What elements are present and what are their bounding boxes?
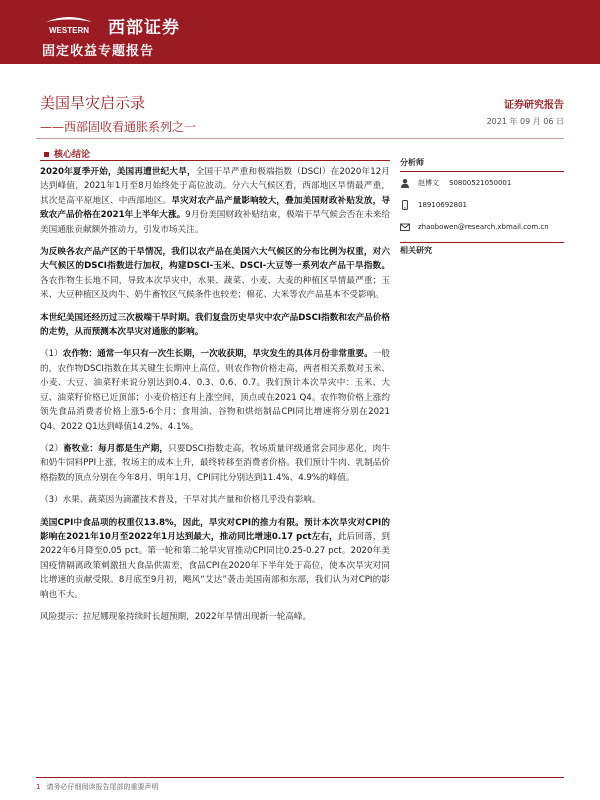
title-divider <box>36 138 564 139</box>
paragraph-bold: 本世纪美国还经历过三次极端干旱时期。我们复盘历史旱灾中农产品DSCI指数和农产品价格的走势，从而预测本次旱灾对通胀的影响。 <box>40 312 390 338</box>
section-heading-label: 核心结论 <box>54 150 91 160</box>
analyst-email[interactable]: zhaobowen@research.xbmail.com.cn <box>418 223 549 231</box>
paragraph <box>40 165 390 237</box>
footer <box>36 782 158 792</box>
section-heading <box>44 147 90 160</box>
paragraph <box>40 442 390 485</box>
analyst-name: 赵博文 <box>418 179 439 187</box>
analyst-license: S0800521050001 <box>449 179 512 187</box>
header-banner <box>0 0 600 64</box>
related-research-heading: 相关研究 <box>400 242 564 259</box>
person-icon <box>400 178 410 188</box>
paragraph <box>40 493 390 507</box>
paragraph-text: 只要DSCI指数走高，牧场质量评级通常会同步恶化，肉牛和奶牛饲料PPI上涨，牧场主的成本上升，最终转移至消费者价格。我们预计牛肉、乳制品价格指数的顶点分别在今年8月、明年1月，CPI同比分别达到11.4%、4.9%的峰值。 <box>40 443 390 483</box>
footer-divider <box>36 777 564 778</box>
paragraph <box>40 347 390 433</box>
company-logo <box>40 12 230 36</box>
risk-warning <box>40 610 390 624</box>
logo-wordmark: 西部证券 <box>108 18 180 38</box>
report-subtitle: ——西部固收看通胀系列之一 <box>40 120 197 134</box>
paragraph-text: （3）水果、蔬菜因为滴灌技术普及，干旱对其产量和价格几乎没有影响。 <box>40 495 321 506</box>
phone-icon <box>400 200 410 210</box>
paragraph-bold: 2020年夏季开始，美国再遭世纪大旱， <box>40 167 196 177</box>
paragraph-bold: 畜牧业：每月都是生产期， <box>63 443 169 454</box>
footer-disclaimer: 请务必仔细阅读报告尾部的重要声明 <box>46 783 159 791</box>
analyst-phone: 18910692801 <box>418 201 467 209</box>
report-series-title: 固定收益专题报告 <box>42 44 155 59</box>
analyst-heading: 分析师 <box>400 157 564 172</box>
report-date: 2021 年 09 月 06 日 <box>486 117 564 126</box>
paragraph-bold: 旱灾对农产品产量影响较大，叠加美国财政补贴发放，导致农产品价格在2021年上半年大涨。 <box>40 195 390 221</box>
paragraph-bold: 美国CPI中食品项的权重仅13.8%，因此，旱灾对CPI的推力有限。预计本次旱灾对CPI的影响在2021年10月至2022年1月达到最大，推动同比增速0.17 pct左右， <box>40 517 390 542</box>
paragraph-text: 一般的，农作物DSCI指数在其关键生长期冲上高位，则农作物价格走高，两者相关系数对玉米、小麦、大豆、油菜籽来说分别达到0.4、0.3、0.6、0.7。我们预计本次旱灾中：玉米、大豆、油菜籽价格已近顶部；小麦价格还有上涨空间，顶点或在2021 Q4。农作物价格上涨约领先食品消费者价格上涨5-6个月；食用油、谷物和烘焙制品CPI同比增速将分别在2021 Q4、2022 Q1达到峰值14.2%、4.1%。 <box>40 349 390 432</box>
paragraph-text: （2） <box>40 443 64 454</box>
report-title: 美国旱灾启示录 <box>40 94 146 112</box>
email-row[interactable] <box>400 216 564 238</box>
logo-small-text: WESTERN <box>49 26 89 35</box>
phone-row <box>400 194 564 216</box>
paragraph-text: 风险提示：拉尼娜现象持续时长超预期，2022年旱情出现新一轮高峰。 <box>40 611 312 622</box>
paragraph <box>40 311 390 340</box>
report-type-label: 证券研究报告 <box>504 100 564 111</box>
paragraph-text: 9月份美国财政补贴结束，极端干旱气候会否在未来给美国通胀贡献额外推动力，引发市场关注。 <box>40 210 391 235</box>
analyst-row <box>400 172 564 194</box>
paragraph-bold: 农作物：通常一年只有一次生长期，一次收获期，旱灾发生的具体月份非常重要。 <box>62 349 373 360</box>
main-content <box>40 165 390 632</box>
section-bullet-icon <box>44 152 49 157</box>
section-divider <box>40 160 390 161</box>
paragraph-text: 此后回落，到2022年6月降至0.05 pct。第一轮和第二轮旱灾冒推动CPI同比0.25-0.27 pct。2020年美国疫情隔离政策刺激扭大食品供需差，食品CPI在2020年下半年处于高位，使本次旱灾对同比增速的贡献受限。8月底至9月初，飓风“艾达”袭击美国南部和东部，我们认为对CPI的影响也不大。 <box>40 531 390 600</box>
western-logo-icon <box>40 12 98 36</box>
paragraph <box>40 516 390 602</box>
page-number: 1 <box>36 783 41 791</box>
email-icon <box>400 222 410 232</box>
paragraph-bold: 为反映各农产品产区的干旱情况，我们以农产品在美国六大气候区的分布比例为权重，对六大气候区的DSCI指数进行加权，构建DSCI-玉米、DSCI-大豆等一系列农产品干旱指数。 <box>40 247 390 272</box>
sidebar <box>400 157 564 259</box>
paragraph-text: （1） <box>40 349 63 360</box>
paragraph-text: 全国干旱严重和极端指数（DSCI）在2020年12月达到峰值，2021年1月至8月始终处于高位波动。分六大气候区看，西部地区旱情最严重，其次是高平原地区、中西部地区。 <box>40 167 391 206</box>
paragraph <box>40 245 390 303</box>
paragraph-text: 各农作物生长地不同，导致本次旱灾中，水果、蔬菜、小麦、大麦的种植区旱情最严重；玉米、大豆种植区及肉牛、奶牛畜牧区气候条件也较差；棉花、大米等农产品基本不受影响。 <box>40 275 390 301</box>
